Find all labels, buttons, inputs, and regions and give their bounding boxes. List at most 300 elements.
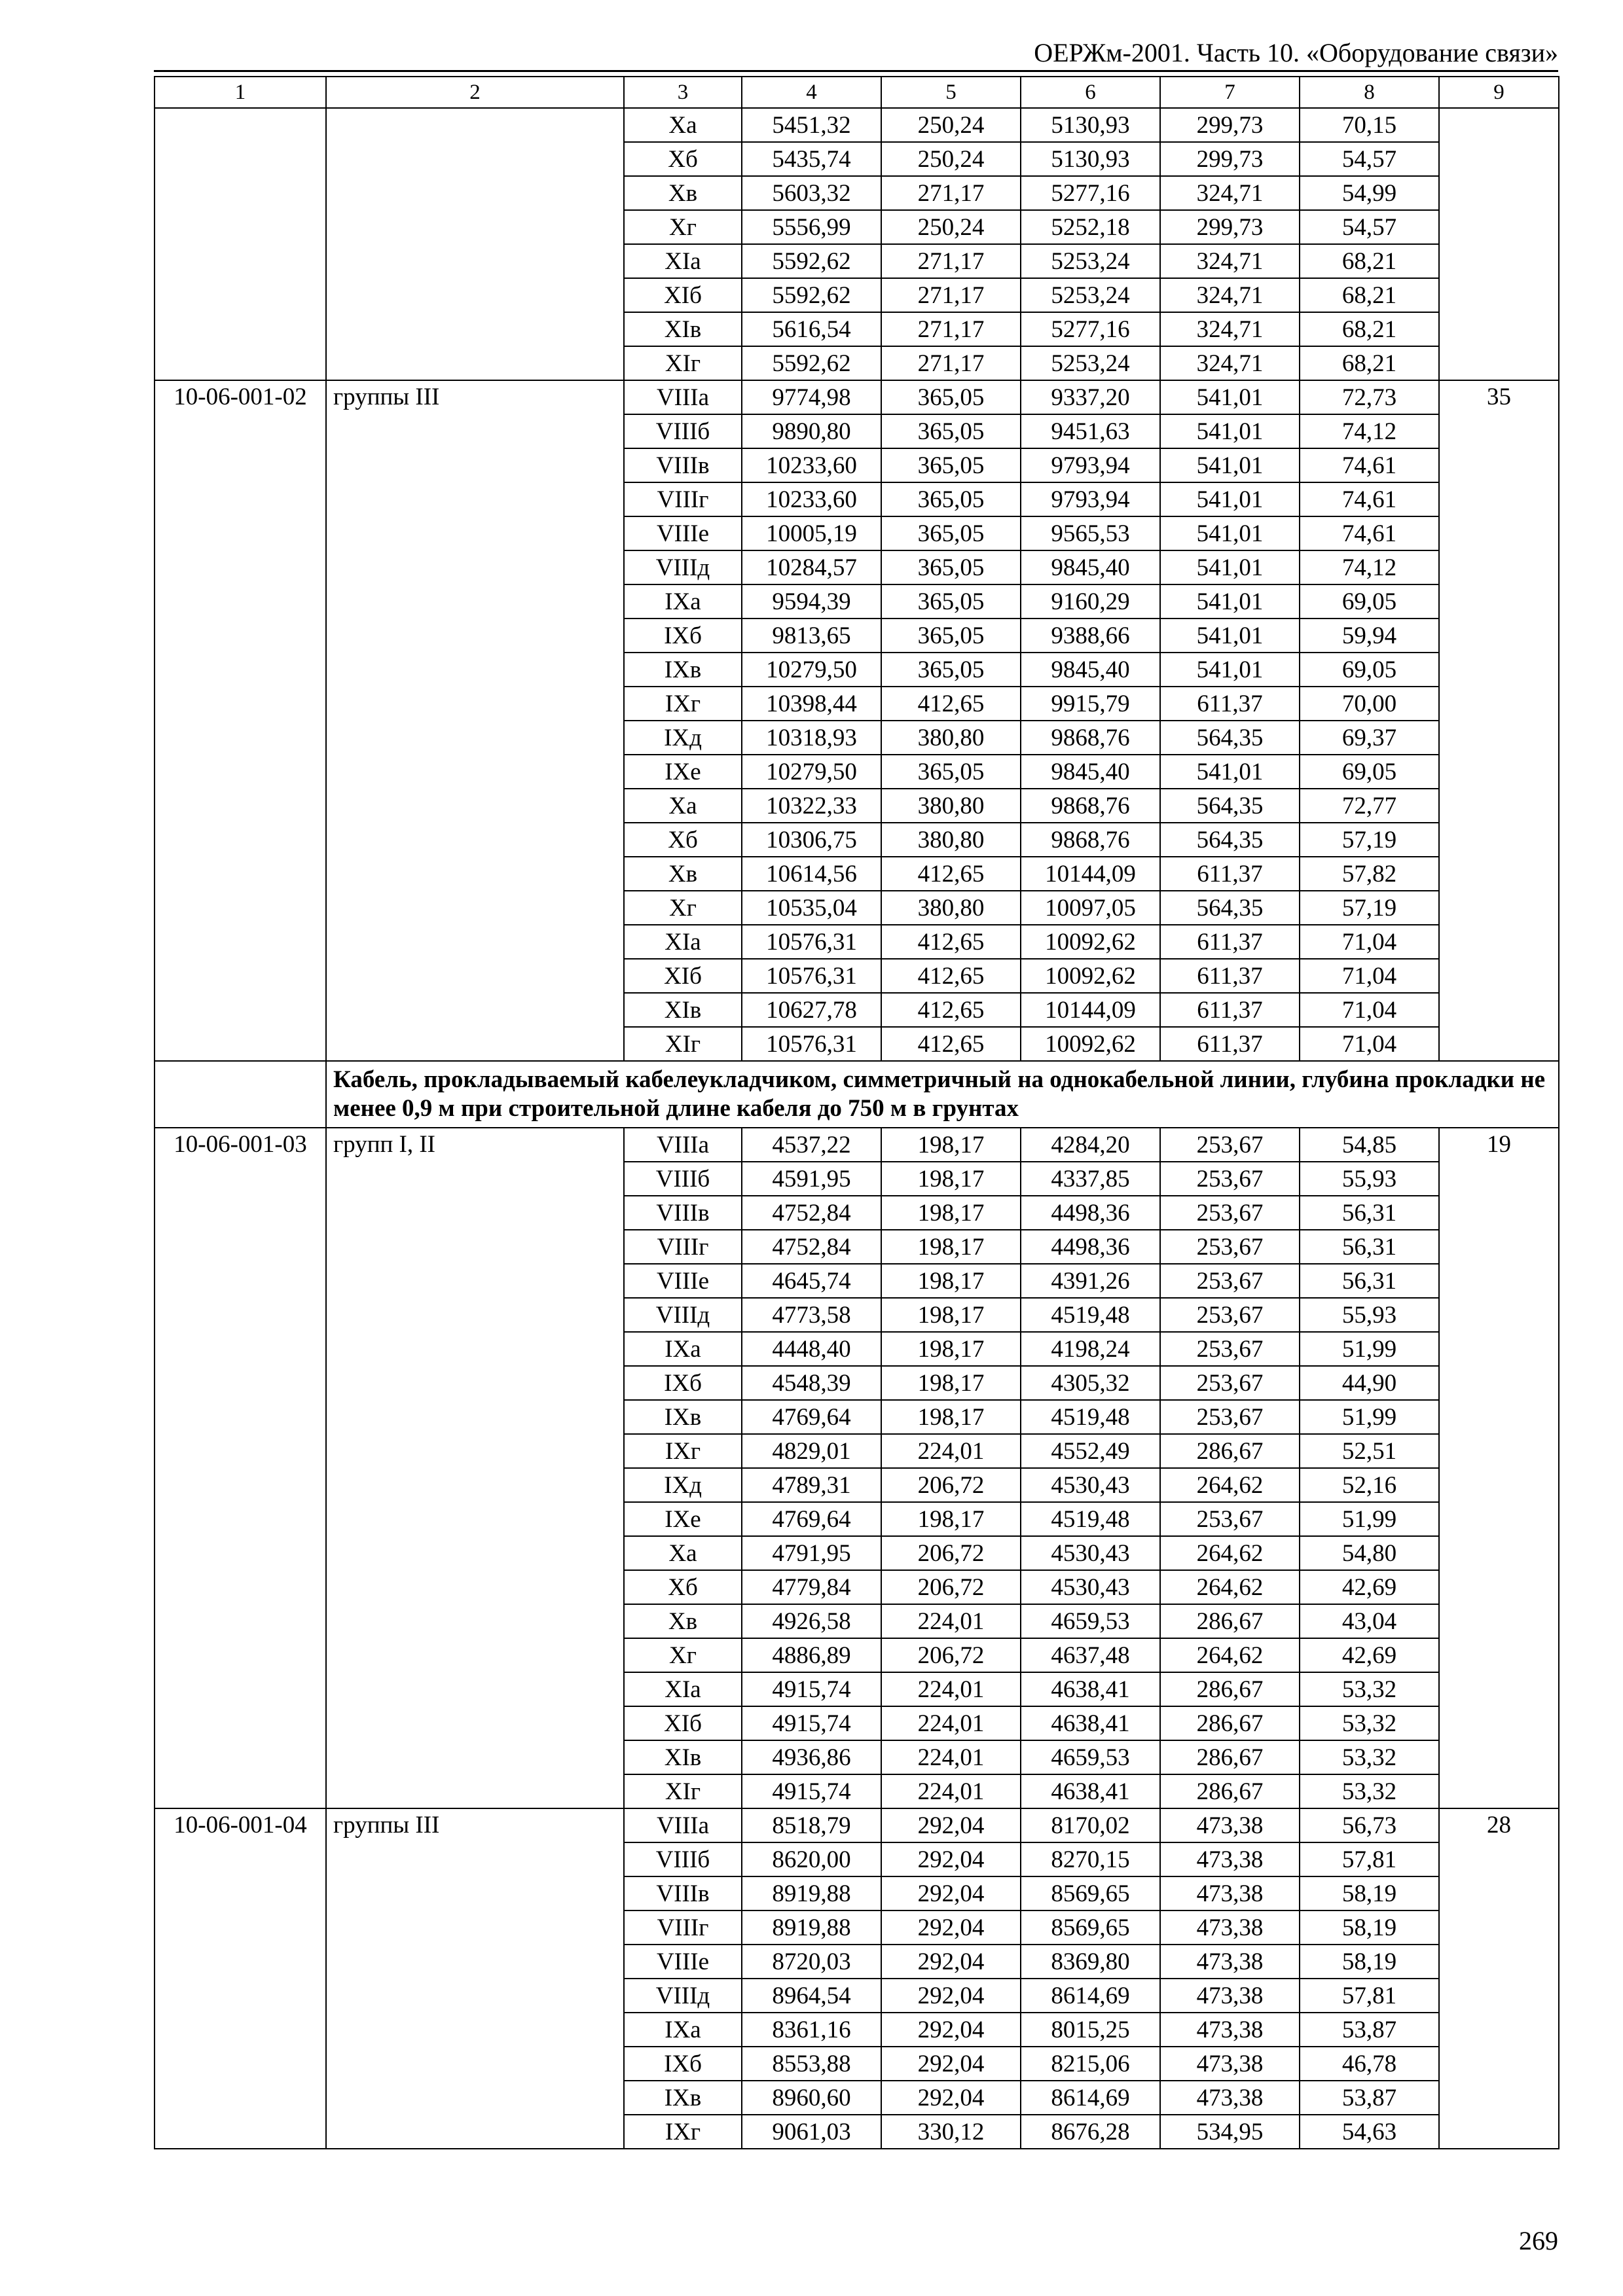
total-cost-cell: 4886,89 (742, 1638, 881, 1672)
total-cost-cell: 10614,56 (742, 857, 881, 891)
total-cost-cell: 8964,54 (742, 1979, 881, 2013)
total-cost-cell: 9594,39 (742, 584, 881, 619)
total-cost-cell: 10576,31 (742, 925, 881, 959)
labor-cell: 55,93 (1300, 1298, 1439, 1332)
materials-cell: 9868,76 (1021, 721, 1160, 755)
materials-cell: 9793,94 (1021, 482, 1160, 516)
column-number-cell: 3 (624, 77, 742, 108)
wages-cell: 271,17 (881, 278, 1021, 312)
total-cost-cell: 10233,60 (742, 482, 881, 516)
total-cost-cell: 4537,22 (742, 1128, 881, 1162)
machine-cell: 541,01 (1160, 755, 1300, 789)
materials-cell: 9845,40 (1021, 755, 1160, 789)
materials-cell: 9868,76 (1021, 789, 1160, 823)
total-cost-cell: 5616,54 (742, 312, 881, 346)
labor-cell: 57,19 (1300, 823, 1439, 857)
materials-cell: 4638,41 (1021, 1706, 1160, 1740)
total-cost-cell: 10233,60 (742, 448, 881, 482)
materials-cell: 4519,48 (1021, 1400, 1160, 1434)
labor-cell: 46,78 (1300, 2047, 1439, 2081)
table-body (155, 77, 1559, 2149)
labor-cell: 58,19 (1300, 1876, 1439, 1910)
materials-cell: 9845,40 (1021, 653, 1160, 687)
machine-cell: 253,67 (1160, 1332, 1300, 1366)
total-cost-cell: 10279,50 (742, 755, 881, 789)
total-cost-cell: 4915,74 (742, 1672, 881, 1706)
labor-cell: 51,99 (1300, 1332, 1439, 1366)
wages-cell: 380,80 (881, 721, 1021, 755)
total-cost-cell: 4773,58 (742, 1298, 881, 1332)
materials-cell: 10144,09 (1021, 993, 1160, 1027)
total-cost-cell: 5592,62 (742, 278, 881, 312)
machine-cell: 541,01 (1160, 584, 1300, 619)
zone-cell: VIIIд (624, 1979, 742, 2013)
total-cost-cell: 5451,32 (742, 108, 881, 142)
labor-cell: 68,21 (1300, 312, 1439, 346)
zone-cell: IXб (624, 1366, 742, 1400)
total-cost-cell: 4448,40 (742, 1332, 881, 1366)
wages-cell: 365,05 (881, 653, 1021, 687)
materials-cell: 5277,16 (1021, 176, 1160, 210)
wages-cell: 271,17 (881, 346, 1021, 380)
wages-cell: 250,24 (881, 142, 1021, 176)
wages-cell: 271,17 (881, 244, 1021, 278)
machine-cell: 286,67 (1160, 1604, 1300, 1638)
column-number-cell: 4 (742, 77, 881, 108)
machine-cell: 473,38 (1160, 1979, 1300, 2013)
price-table (154, 76, 1559, 2149)
materials-cell: 4337,85 (1021, 1162, 1160, 1196)
column-number-cell: 9 (1439, 77, 1559, 108)
labor-cell: 72,77 (1300, 789, 1439, 823)
wages-cell: 198,17 (881, 1502, 1021, 1536)
materials-cell: 4659,53 (1021, 1740, 1160, 1774)
materials-cell: 8369,80 (1021, 1945, 1160, 1979)
wages-cell: 365,05 (881, 516, 1021, 550)
zone-cell: IXг (624, 687, 742, 721)
labor-cell: 69,05 (1300, 653, 1439, 687)
zone-cell: VIIIд (624, 550, 742, 584)
materials-cell: 5130,93 (1021, 142, 1160, 176)
machine-cell: 611,37 (1160, 959, 1300, 993)
materials-cell: 8676,28 (1021, 2115, 1160, 2149)
labor-cell: 57,81 (1300, 1842, 1439, 1876)
machine-cell: 264,62 (1160, 1570, 1300, 1604)
zone-cell: Xa (624, 108, 742, 142)
running-header: ОЕРЖм-2001. Часть 10. «Оборудование связи» (1034, 38, 1558, 67)
wages-cell: 412,65 (881, 1027, 1021, 1061)
zone-cell: Xг (624, 1638, 742, 1672)
machine-cell: 541,01 (1160, 414, 1300, 448)
labor-cell: 51,99 (1300, 1502, 1439, 1536)
machine-cell: 611,37 (1160, 857, 1300, 891)
materials-cell: 5277,16 (1021, 312, 1160, 346)
total-cost-cell: 4789,31 (742, 1468, 881, 1502)
labor-cell: 53,32 (1300, 1740, 1439, 1774)
zone-cell: XIб (624, 278, 742, 312)
machine-cell: 541,01 (1160, 482, 1300, 516)
materials-cell: 8270,15 (1021, 1842, 1160, 1876)
reference-mark-cell: 35 (1439, 380, 1559, 1061)
machine-cell: 286,67 (1160, 1672, 1300, 1706)
machine-cell: 611,37 (1160, 925, 1300, 959)
reference-mark-cell (1439, 108, 1559, 380)
materials-cell: 8170,02 (1021, 1808, 1160, 1842)
zone-cell: XIв (624, 1740, 742, 1774)
wages-cell: 198,17 (881, 1230, 1021, 1264)
zone-cell: XIa (624, 925, 742, 959)
total-cost-cell: 10576,31 (742, 1027, 881, 1061)
labor-cell: 55,93 (1300, 1162, 1439, 1196)
total-cost-cell: 10284,57 (742, 550, 881, 584)
wages-cell: 365,05 (881, 550, 1021, 584)
zone-cell: IXa (624, 2013, 742, 2047)
zone-cell: VIIIб (624, 1162, 742, 1196)
zone-cell: Xa (624, 789, 742, 823)
zone-cell: XIв (624, 312, 742, 346)
machine-cell: 299,73 (1160, 210, 1300, 244)
materials-cell: 10097,05 (1021, 891, 1160, 925)
labor-cell: 71,04 (1300, 959, 1439, 993)
total-cost-cell: 4915,74 (742, 1706, 881, 1740)
total-cost-cell: 5592,62 (742, 346, 881, 380)
machine-cell: 264,62 (1160, 1468, 1300, 1502)
zone-cell: Xв (624, 1604, 742, 1638)
machine-cell: 299,73 (1160, 142, 1300, 176)
machine-cell: 611,37 (1160, 993, 1300, 1027)
wages-cell: 206,72 (881, 1468, 1021, 1502)
wages-cell: 198,17 (881, 1332, 1021, 1366)
wages-cell: 224,01 (881, 1434, 1021, 1468)
zone-cell: IXв (624, 2081, 742, 2115)
labor-cell: 42,69 (1300, 1638, 1439, 1672)
wages-cell: 365,05 (881, 448, 1021, 482)
wages-cell: 292,04 (881, 1876, 1021, 1910)
table-row (155, 1808, 1559, 1842)
machine-cell: 253,67 (1160, 1298, 1300, 1332)
rate-name-cell (326, 108, 624, 380)
wages-cell: 224,01 (881, 1740, 1021, 1774)
materials-cell: 8614,69 (1021, 2081, 1160, 2115)
total-cost-cell: 4769,64 (742, 1400, 881, 1434)
zone-cell: Xб (624, 823, 742, 857)
wages-cell: 412,65 (881, 857, 1021, 891)
labor-cell: 54,80 (1300, 1536, 1439, 1570)
machine-cell: 253,67 (1160, 1264, 1300, 1298)
rate-code-cell: 10-06-001-04 (155, 1808, 326, 2149)
total-cost-cell: 4936,86 (742, 1740, 881, 1774)
zone-cell: Xб (624, 1570, 742, 1604)
total-cost-cell: 8919,88 (742, 1910, 881, 1945)
labor-cell: 52,51 (1300, 1434, 1439, 1468)
page-number: 269 (1519, 2226, 1558, 2255)
labor-cell: 74,12 (1300, 414, 1439, 448)
total-cost-cell: 10535,04 (742, 891, 881, 925)
zone-cell: XIг (624, 1774, 742, 1808)
zone-cell: IXв (624, 1400, 742, 1434)
machine-cell: 286,67 (1160, 1740, 1300, 1774)
materials-cell: 4638,41 (1021, 1774, 1160, 1808)
machine-cell: 541,01 (1160, 653, 1300, 687)
total-cost-cell: 8620,00 (742, 1842, 881, 1876)
wages-cell: 412,65 (881, 959, 1021, 993)
machine-cell: 299,73 (1160, 108, 1300, 142)
wages-cell: 380,80 (881, 823, 1021, 857)
labor-cell: 54,85 (1300, 1128, 1439, 1162)
labor-cell: 54,57 (1300, 142, 1439, 176)
machine-cell: 473,38 (1160, 1876, 1300, 1910)
column-number-cell: 2 (326, 77, 624, 108)
wages-cell: 412,65 (881, 993, 1021, 1027)
wages-cell: 198,17 (881, 1162, 1021, 1196)
labor-cell: 56,31 (1300, 1264, 1439, 1298)
labor-cell: 43,04 (1300, 1604, 1439, 1638)
wages-cell: 292,04 (881, 2081, 1021, 2115)
labor-cell: 54,63 (1300, 2115, 1439, 2149)
machine-cell: 286,67 (1160, 1774, 1300, 1808)
materials-cell: 4198,24 (1021, 1332, 1160, 1366)
column-number-row (155, 77, 1559, 108)
labor-cell: 70,15 (1300, 108, 1439, 142)
total-cost-cell: 4926,58 (742, 1604, 881, 1638)
wages-cell: 365,05 (881, 380, 1021, 414)
materials-cell: 4305,32 (1021, 1366, 1160, 1400)
labor-cell: 54,99 (1300, 176, 1439, 210)
materials-cell: 9160,29 (1021, 584, 1160, 619)
materials-cell: 4637,48 (1021, 1638, 1160, 1672)
materials-cell: 5253,24 (1021, 278, 1160, 312)
wages-cell: 271,17 (881, 176, 1021, 210)
machine-cell: 541,01 (1160, 516, 1300, 550)
machine-cell: 473,38 (1160, 1808, 1300, 1842)
materials-cell: 4638,41 (1021, 1672, 1160, 1706)
materials-cell: 4391,26 (1021, 1264, 1160, 1298)
labor-cell: 68,21 (1300, 346, 1439, 380)
zone-cell: VIIIг (624, 482, 742, 516)
zone-cell: XIб (624, 1706, 742, 1740)
wages-cell: 206,72 (881, 1638, 1021, 1672)
total-cost-cell: 8553,88 (742, 2047, 881, 2081)
section-title: Кабель, прокладываемый кабелеукладчиком, симметричный на однокабельной линии, глубина прокладки не менее 0,9 м при строительной длине кабеля до 750 м в грунтах (326, 1061, 1559, 1128)
machine-cell: 253,67 (1160, 1366, 1300, 1400)
machine-cell: 473,38 (1160, 2081, 1300, 2115)
section-empty-cell (155, 1061, 326, 1128)
machine-cell: 564,35 (1160, 891, 1300, 925)
zone-cell: VIIIг (624, 1230, 742, 1264)
wages-cell: 365,05 (881, 584, 1021, 619)
zone-cell: VIIIб (624, 1842, 742, 1876)
materials-cell: 4519,48 (1021, 1298, 1160, 1332)
machine-cell: 473,38 (1160, 2047, 1300, 2081)
wages-cell: 365,05 (881, 414, 1021, 448)
materials-cell: 4530,43 (1021, 1536, 1160, 1570)
materials-cell: 10092,62 (1021, 1027, 1160, 1061)
zone-cell: Xб (624, 142, 742, 176)
total-cost-cell: 8720,03 (742, 1945, 881, 1979)
machine-cell: 264,62 (1160, 1536, 1300, 1570)
wages-cell: 365,05 (881, 482, 1021, 516)
materials-cell: 10092,62 (1021, 959, 1160, 993)
materials-cell: 5130,93 (1021, 108, 1160, 142)
machine-cell: 253,67 (1160, 1196, 1300, 1230)
wages-cell: 250,24 (881, 210, 1021, 244)
labor-cell: 58,19 (1300, 1910, 1439, 1945)
total-cost-cell: 10318,93 (742, 721, 881, 755)
wages-cell: 365,05 (881, 755, 1021, 789)
wages-cell: 412,65 (881, 925, 1021, 959)
zone-cell: VIIIe (624, 1264, 742, 1298)
materials-cell: 10144,09 (1021, 857, 1160, 891)
zone-cell: Xa (624, 1536, 742, 1570)
total-cost-cell: 9813,65 (742, 619, 881, 653)
total-cost-cell: 8960,60 (742, 2081, 881, 2115)
machine-cell: 611,37 (1160, 1027, 1300, 1061)
machine-cell: 253,67 (1160, 1400, 1300, 1434)
wages-cell: 292,04 (881, 1842, 1021, 1876)
materials-cell: 10092,62 (1021, 925, 1160, 959)
materials-cell: 8015,25 (1021, 2013, 1160, 2047)
zone-cell: XIв (624, 993, 742, 1027)
column-number-cell: 6 (1021, 77, 1160, 108)
total-cost-cell: 4752,84 (742, 1196, 881, 1230)
materials-cell: 9845,40 (1021, 550, 1160, 584)
wages-cell: 380,80 (881, 789, 1021, 823)
materials-cell: 4552,49 (1021, 1434, 1160, 1468)
zone-cell: IXд (624, 721, 742, 755)
zone-cell: VIIIe (624, 1945, 742, 1979)
wages-cell: 365,05 (881, 619, 1021, 653)
zone-cell: VIIIг (624, 1910, 742, 1945)
labor-cell: 69,05 (1300, 584, 1439, 619)
labor-cell: 69,37 (1300, 721, 1439, 755)
total-cost-cell: 10398,44 (742, 687, 881, 721)
table-row (155, 108, 1559, 142)
reference-mark-cell: 28 (1439, 1808, 1559, 2149)
zone-cell: VIIIa (624, 1128, 742, 1162)
zone-cell: IXб (624, 2047, 742, 2081)
total-cost-cell: 4779,84 (742, 1570, 881, 1604)
labor-cell: 68,21 (1300, 278, 1439, 312)
wages-cell: 198,17 (881, 1298, 1021, 1332)
machine-cell: 541,01 (1160, 619, 1300, 653)
rate-code-cell (155, 108, 326, 380)
labor-cell: 53,87 (1300, 2013, 1439, 2047)
machine-cell: 534,95 (1160, 2115, 1300, 2149)
zone-cell: IXe (624, 755, 742, 789)
total-cost-cell: 10279,50 (742, 653, 881, 687)
total-cost-cell: 4769,64 (742, 1502, 881, 1536)
zone-cell: IXг (624, 1434, 742, 1468)
zone-cell: IXб (624, 619, 742, 653)
total-cost-cell: 5556,99 (742, 210, 881, 244)
zone-cell: IXe (624, 1502, 742, 1536)
labor-cell: 69,05 (1300, 755, 1439, 789)
total-cost-cell: 5435,74 (742, 142, 881, 176)
table-row (155, 1128, 1559, 1162)
wages-cell: 292,04 (881, 1808, 1021, 1842)
zone-cell: IXд (624, 1468, 742, 1502)
materials-cell: 9451,63 (1021, 414, 1160, 448)
zone-cell: Xв (624, 857, 742, 891)
total-cost-cell: 10322,33 (742, 789, 881, 823)
header-rule (154, 70, 1558, 72)
labor-cell: 71,04 (1300, 925, 1439, 959)
labor-cell: 72,73 (1300, 380, 1439, 414)
labor-cell: 42,69 (1300, 1570, 1439, 1604)
table-row (155, 380, 1559, 414)
machine-cell: 541,01 (1160, 550, 1300, 584)
wages-cell: 292,04 (881, 2047, 1021, 2081)
total-cost-cell: 9774,98 (742, 380, 881, 414)
machine-cell: 541,01 (1160, 448, 1300, 482)
wages-cell: 292,04 (881, 2013, 1021, 2047)
total-cost-cell: 4791,95 (742, 1536, 881, 1570)
zone-cell: VIIIв (624, 1196, 742, 1230)
wages-cell: 206,72 (881, 1570, 1021, 1604)
zone-cell: IXa (624, 1332, 742, 1366)
machine-cell: 324,71 (1160, 312, 1300, 346)
column-number-cell: 5 (881, 77, 1021, 108)
materials-cell: 9565,53 (1021, 516, 1160, 550)
rate-name-cell: групп I, II (326, 1128, 624, 1808)
zone-cell: VIIIв (624, 1876, 742, 1910)
labor-cell: 56,73 (1300, 1808, 1439, 1842)
materials-cell: 5252,18 (1021, 210, 1160, 244)
materials-cell: 4498,36 (1021, 1230, 1160, 1264)
zone-cell: Xв (624, 176, 742, 210)
wages-cell: 292,04 (881, 1979, 1021, 2013)
materials-cell: 9793,94 (1021, 448, 1160, 482)
total-cost-cell: 4645,74 (742, 1264, 881, 1298)
labor-cell: 74,61 (1300, 482, 1439, 516)
materials-cell: 9915,79 (1021, 687, 1160, 721)
materials-cell: 4284,20 (1021, 1128, 1160, 1162)
materials-cell: 9388,66 (1021, 619, 1160, 653)
machine-cell: 253,67 (1160, 1128, 1300, 1162)
materials-cell: 9337,20 (1021, 380, 1160, 414)
total-cost-cell: 4591,95 (742, 1162, 881, 1196)
wages-cell: 224,01 (881, 1672, 1021, 1706)
zone-cell: XIг (624, 1027, 742, 1061)
materials-cell: 8215,06 (1021, 2047, 1160, 2081)
wages-cell: 224,01 (881, 1774, 1021, 1808)
zone-cell: VIIIб (624, 414, 742, 448)
total-cost-cell: 8518,79 (742, 1808, 881, 1842)
wages-cell: 380,80 (881, 891, 1021, 925)
column-number-cell: 8 (1300, 77, 1439, 108)
reference-mark-cell: 19 (1439, 1128, 1559, 1808)
zone-cell: VIIIa (624, 380, 742, 414)
machine-cell: 253,67 (1160, 1162, 1300, 1196)
zone-cell: XIa (624, 244, 742, 278)
rate-name-cell: группы III (326, 1808, 624, 2149)
total-cost-cell: 4915,74 (742, 1774, 881, 1808)
total-cost-cell: 8361,16 (742, 2013, 881, 2047)
labor-cell: 74,61 (1300, 516, 1439, 550)
machine-cell: 324,71 (1160, 346, 1300, 380)
zone-cell: IXв (624, 653, 742, 687)
machine-cell: 564,35 (1160, 721, 1300, 755)
machine-cell: 264,62 (1160, 1638, 1300, 1672)
labor-cell: 57,19 (1300, 891, 1439, 925)
wages-cell: 198,17 (881, 1264, 1021, 1298)
labor-cell: 68,21 (1300, 244, 1439, 278)
materials-cell: 4519,48 (1021, 1502, 1160, 1536)
materials-cell: 4498,36 (1021, 1196, 1160, 1230)
zone-cell: VIIIв (624, 448, 742, 482)
zone-cell: XIa (624, 1672, 742, 1706)
column-number-cell: 7 (1160, 77, 1300, 108)
